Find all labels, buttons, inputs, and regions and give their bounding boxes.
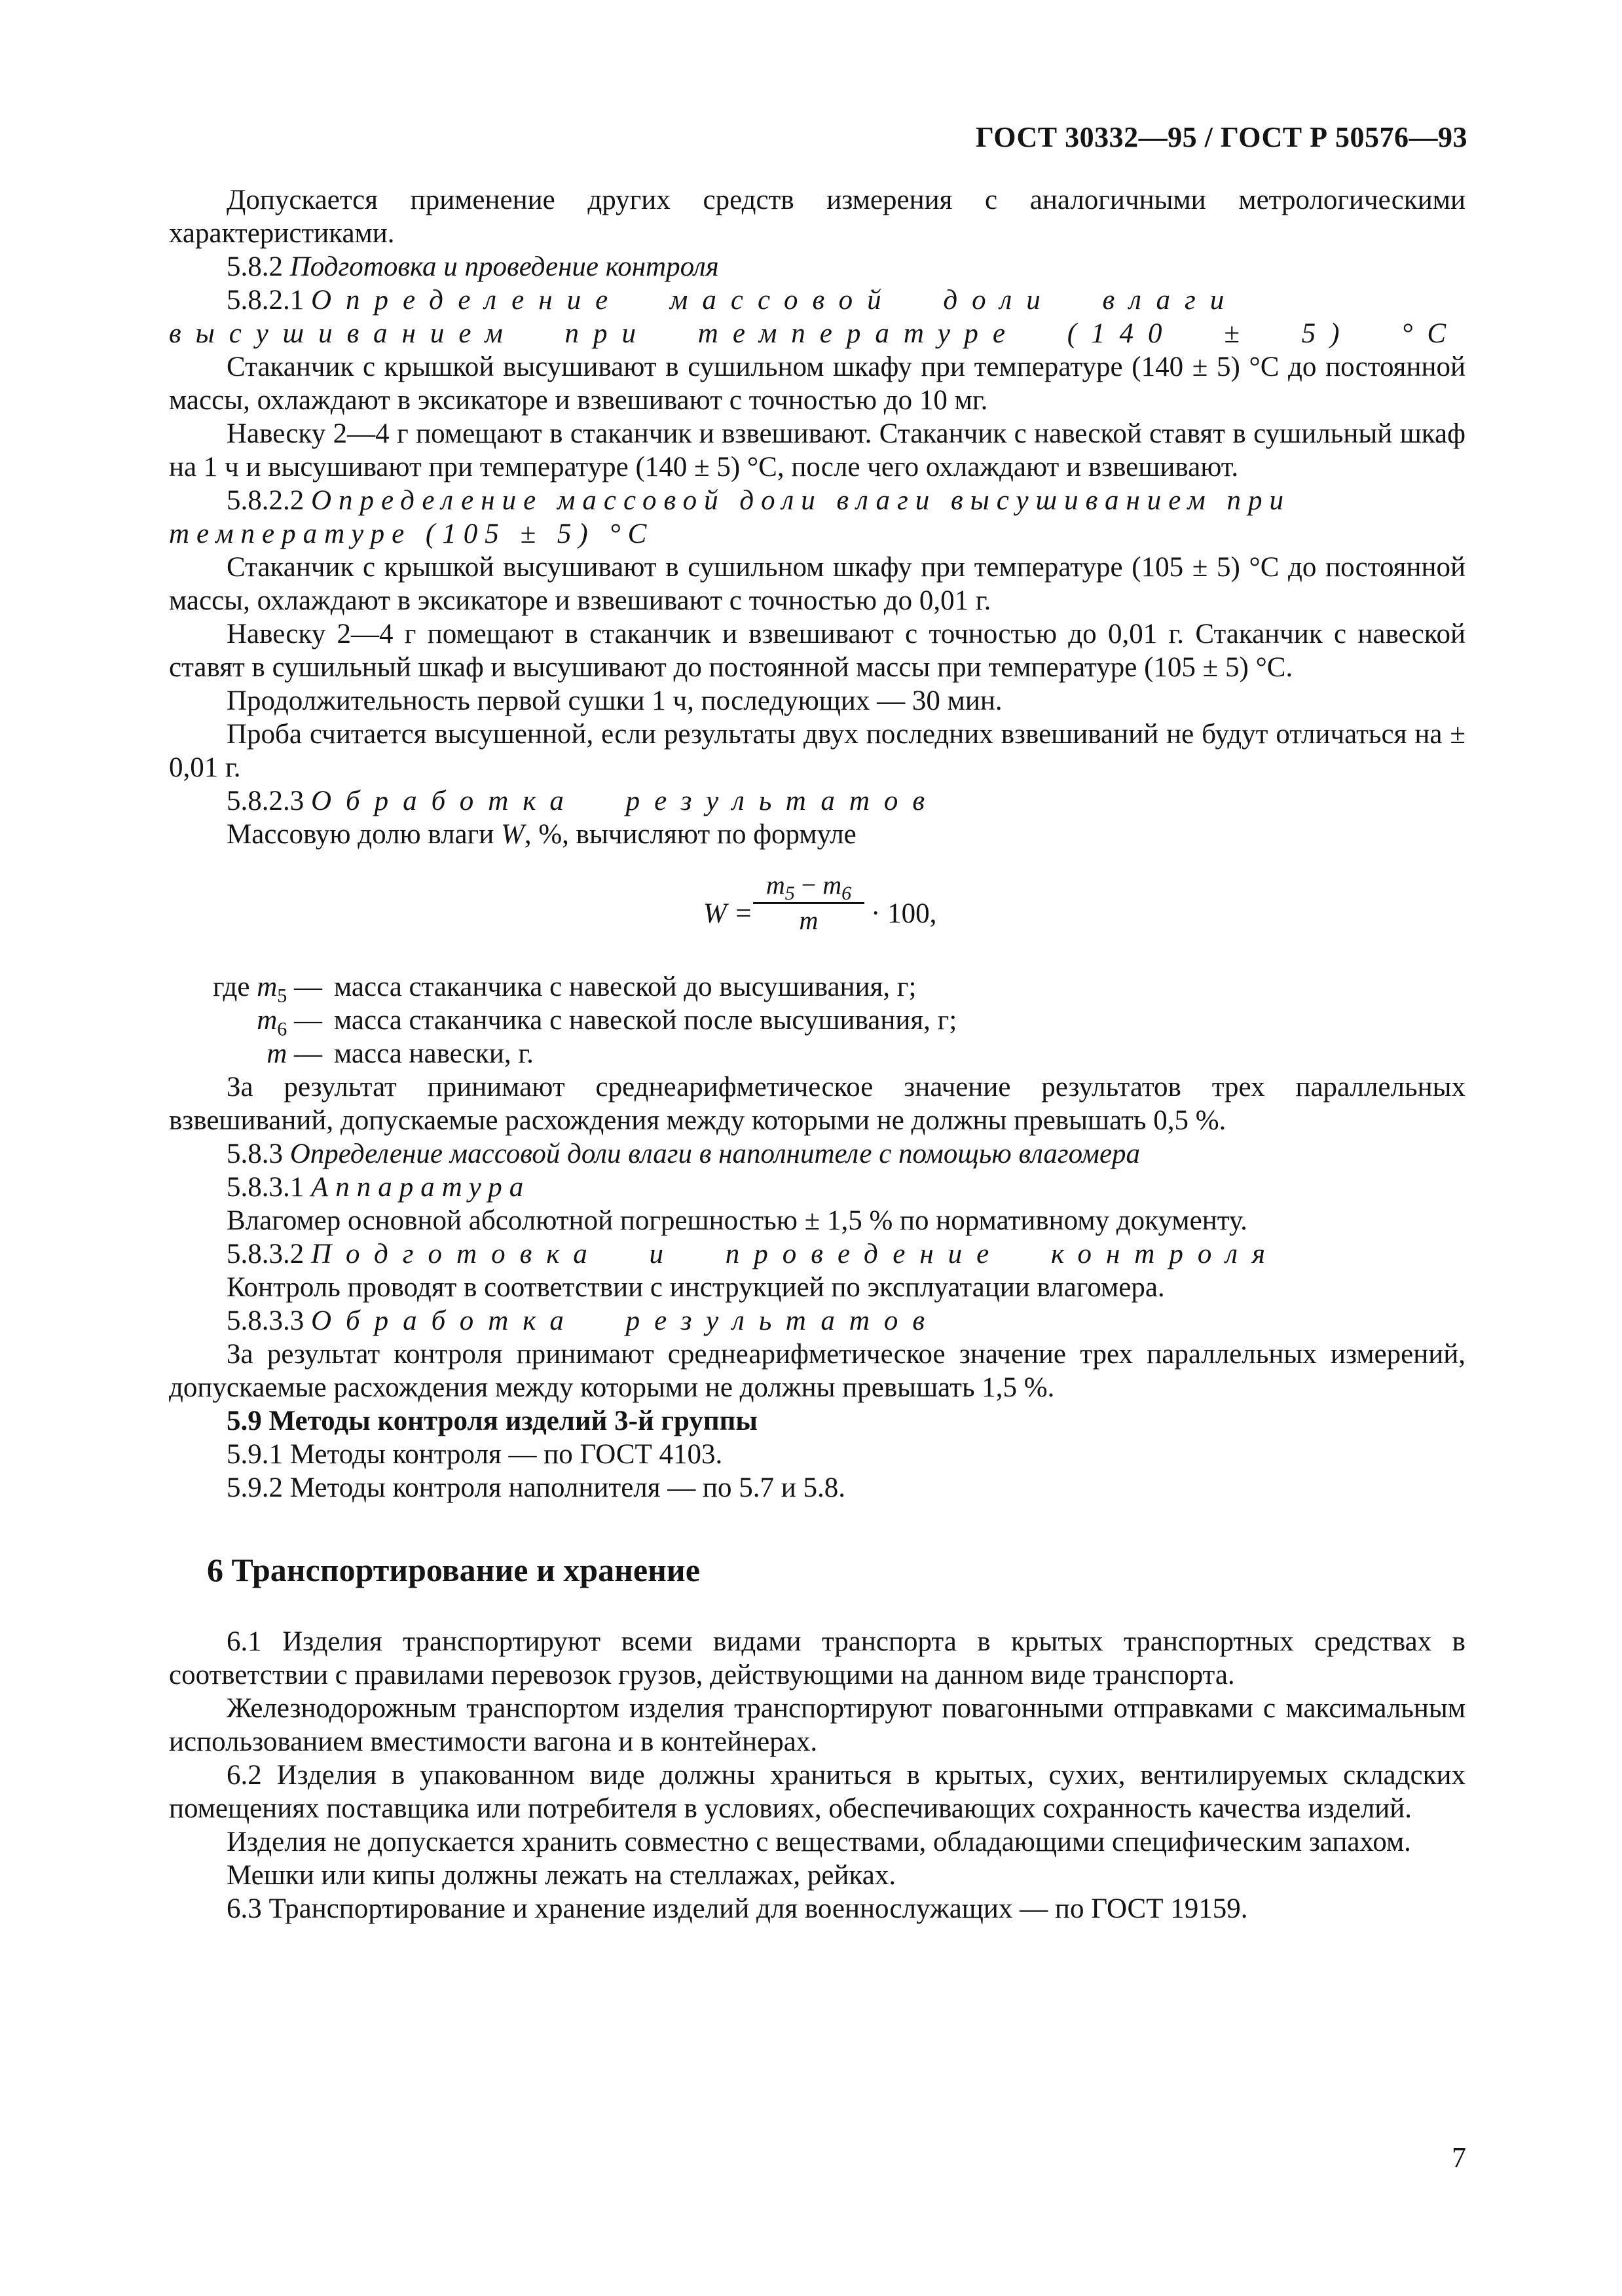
section-number: 5.8.3 (227, 1139, 283, 1169)
section-heading-6: 6 Транспортирование и хранение (207, 1552, 700, 1588)
paragraph: 6.2 Изделия в упакованном виде должны храниться в крытых, сухих, вентилируемых складских помещениях поставщика или потребителя в условиях, обеспечивающих сохранность качества изделий. (169, 1760, 1465, 1824)
paragraph: За результат принимают среднеарифметическое значение результатов трех параллельных взвешиваний, допускаемые расхождения между которыми не должны превышать 0,5 %. (169, 1072, 1465, 1136)
subsection-heading (169, 283, 1465, 350)
variable-w: W (501, 819, 525, 850)
formula-lhs: W = (703, 898, 753, 929)
paragraph: 6.1 Изделия транспортируют всеми видами транспорта в крытых транспортных средствах в соответствии с правилами перевозок грузов, действующими на данном виде транспорта. (169, 1626, 1465, 1690)
moisture-formula (169, 863, 1465, 961)
subsection-heading (169, 250, 1465, 283)
section-title: Определение массовой доли влаги в наполнителе с помощью влагомера (289, 1139, 1141, 1169)
legend-item: m — масса навески, г. (267, 1038, 534, 1069)
paragraph: Изделия не допускается хранить совместно с веществами, обладающими специфическим запахом. (227, 1827, 1411, 1857)
legend-item: $m_6$ — масса стаканчика с навеской после высушивания, г; (257, 1005, 957, 1040)
subsection-heading (169, 1137, 1465, 1171)
section-title: Аппаратура (311, 1172, 531, 1203)
formula-denominator: m (799, 905, 819, 935)
section-title: Определение массовой доли влаги высушиванием при температуре (105 ± 5) °С (169, 485, 1291, 549)
section-title: Подготовка и проведение контроля (311, 1239, 1280, 1269)
paragraph: Навеску 2—4 г помещают в стаканчик и взвешивают. Стаканчик с навеской ставят в сушильный шкаф на 1 ч и высушивают при температуре (140 ± 5) °С, после чего охлаждают и взвешивают. (169, 418, 1465, 483)
subsection-heading (169, 484, 1465, 551)
section-number: 5.8.3.1 (227, 1172, 304, 1203)
subsection-heading (169, 784, 1465, 818)
section-number: 5.8.3.2 (227, 1239, 304, 1269)
paragraph: Стаканчик с крышкой высушивают в сушильном шкафу при температуре (140 ± 5) °С до постоянной массы, охлаждают в эксикаторе и взвешивают с точностью до 10 мг. (169, 352, 1465, 416)
section-number: 5.8.2.3 (227, 786, 304, 816)
section-title: Определение массовой доли влаги высушиванием при температуре (140 ± 5) °С (169, 285, 1461, 349)
section-number: 5.8.2.1 (227, 285, 304, 316)
formula-numerator: $m_5 - m_6$ (765, 870, 852, 904)
paragraph: Продолжительность первой сушки 1 ч, последующих — 30 мин. (227, 685, 1003, 716)
paragraph: 6.3 Транспортирование и хранение изделий для военнослужащих — по ГОСТ 19159. (227, 1893, 1248, 1924)
section-number: 5.8.2.2 (227, 485, 304, 516)
legend-item: где $m_5$ — масса стаканчика с навеской до высушивания, г; (212, 972, 917, 1007)
paragraph: За результат контроля принимают среднеарифметическое значение трех параллельных измерений, допускаемые расхождения между которыми не должны превышать 1,5 %. (169, 1339, 1465, 1403)
section-title: Обработка результатов (311, 786, 940, 816)
paragraph: Допускается применение других средств измерения с аналогичными метрологическими характеристиками. (169, 185, 1465, 249)
page-number: 7 (1452, 2141, 1466, 2174)
paragraph: Массовую долю влаги W, %, вычисляют по формуле (227, 819, 857, 850)
subsection-heading (169, 1171, 1465, 1204)
section-title: Подготовка и проведение контроля (289, 251, 719, 282)
paragraph: 5.9.1 Методы контроля — по ГОСТ 4103. (227, 1439, 723, 1470)
paragraph: Контроль проводят в соответствии с инструкцией по эксплуатации влагомера. (227, 1272, 1165, 1303)
paragraph: Навеску 2—4 г помещают в стаканчик и взвешивают с точностью до 0,01 г. Стаканчик с навеской ставят в сушильный шкаф и высушивают до постоянной массы при температуре (105 ± 5) °С. (169, 619, 1465, 683)
formula-fraction (753, 869, 864, 936)
subsection-heading (169, 1304, 1465, 1338)
paragraph: Мешки или кипы должны лежать на стеллажах, рейках. (227, 1860, 896, 1891)
paragraph: Стаканчик с крышкой высушивают в сушильном шкафу при температуре (105 ± 5) °С до постоянной массы, охлаждают в эксикаторе и взвешивают с точностью до 0,01 г. (169, 552, 1465, 616)
paragraph: 5.9.2 Методы контроля наполнителя — по 5.7 и 5.8. (227, 1472, 846, 1503)
paragraph: Проба считается высушенной, если результаты двух последних взвешиваний не будут отличаться на ± 0,01 г. (169, 719, 1465, 783)
subsection-heading (169, 1237, 1465, 1271)
paragraph: Влагомер основной абсолютной погрешностью ± 1,5 % по нормативному документу. (227, 1205, 1247, 1236)
section-heading-5-9: 5.9 Методы контроля изделий 3-й группы (227, 1406, 758, 1436)
section-title: Обработка результатов (311, 1305, 940, 1336)
formula-legend (169, 970, 1465, 1070)
formula-rhs: · 100, (871, 898, 937, 929)
paragraph: Железнодорожным транспортом изделия транспортируют повагонными отправками с максимальным использованием вместимости вагона и в контейнерах. (169, 1693, 1465, 1757)
document-body (169, 183, 1465, 1925)
section-number: 5.8.3.3 (227, 1305, 304, 1336)
document-header: ГОСТ 30332—95 / ГОСТ Р 50576—93 (975, 121, 1467, 153)
section-number: 5.8.2 (227, 251, 283, 282)
